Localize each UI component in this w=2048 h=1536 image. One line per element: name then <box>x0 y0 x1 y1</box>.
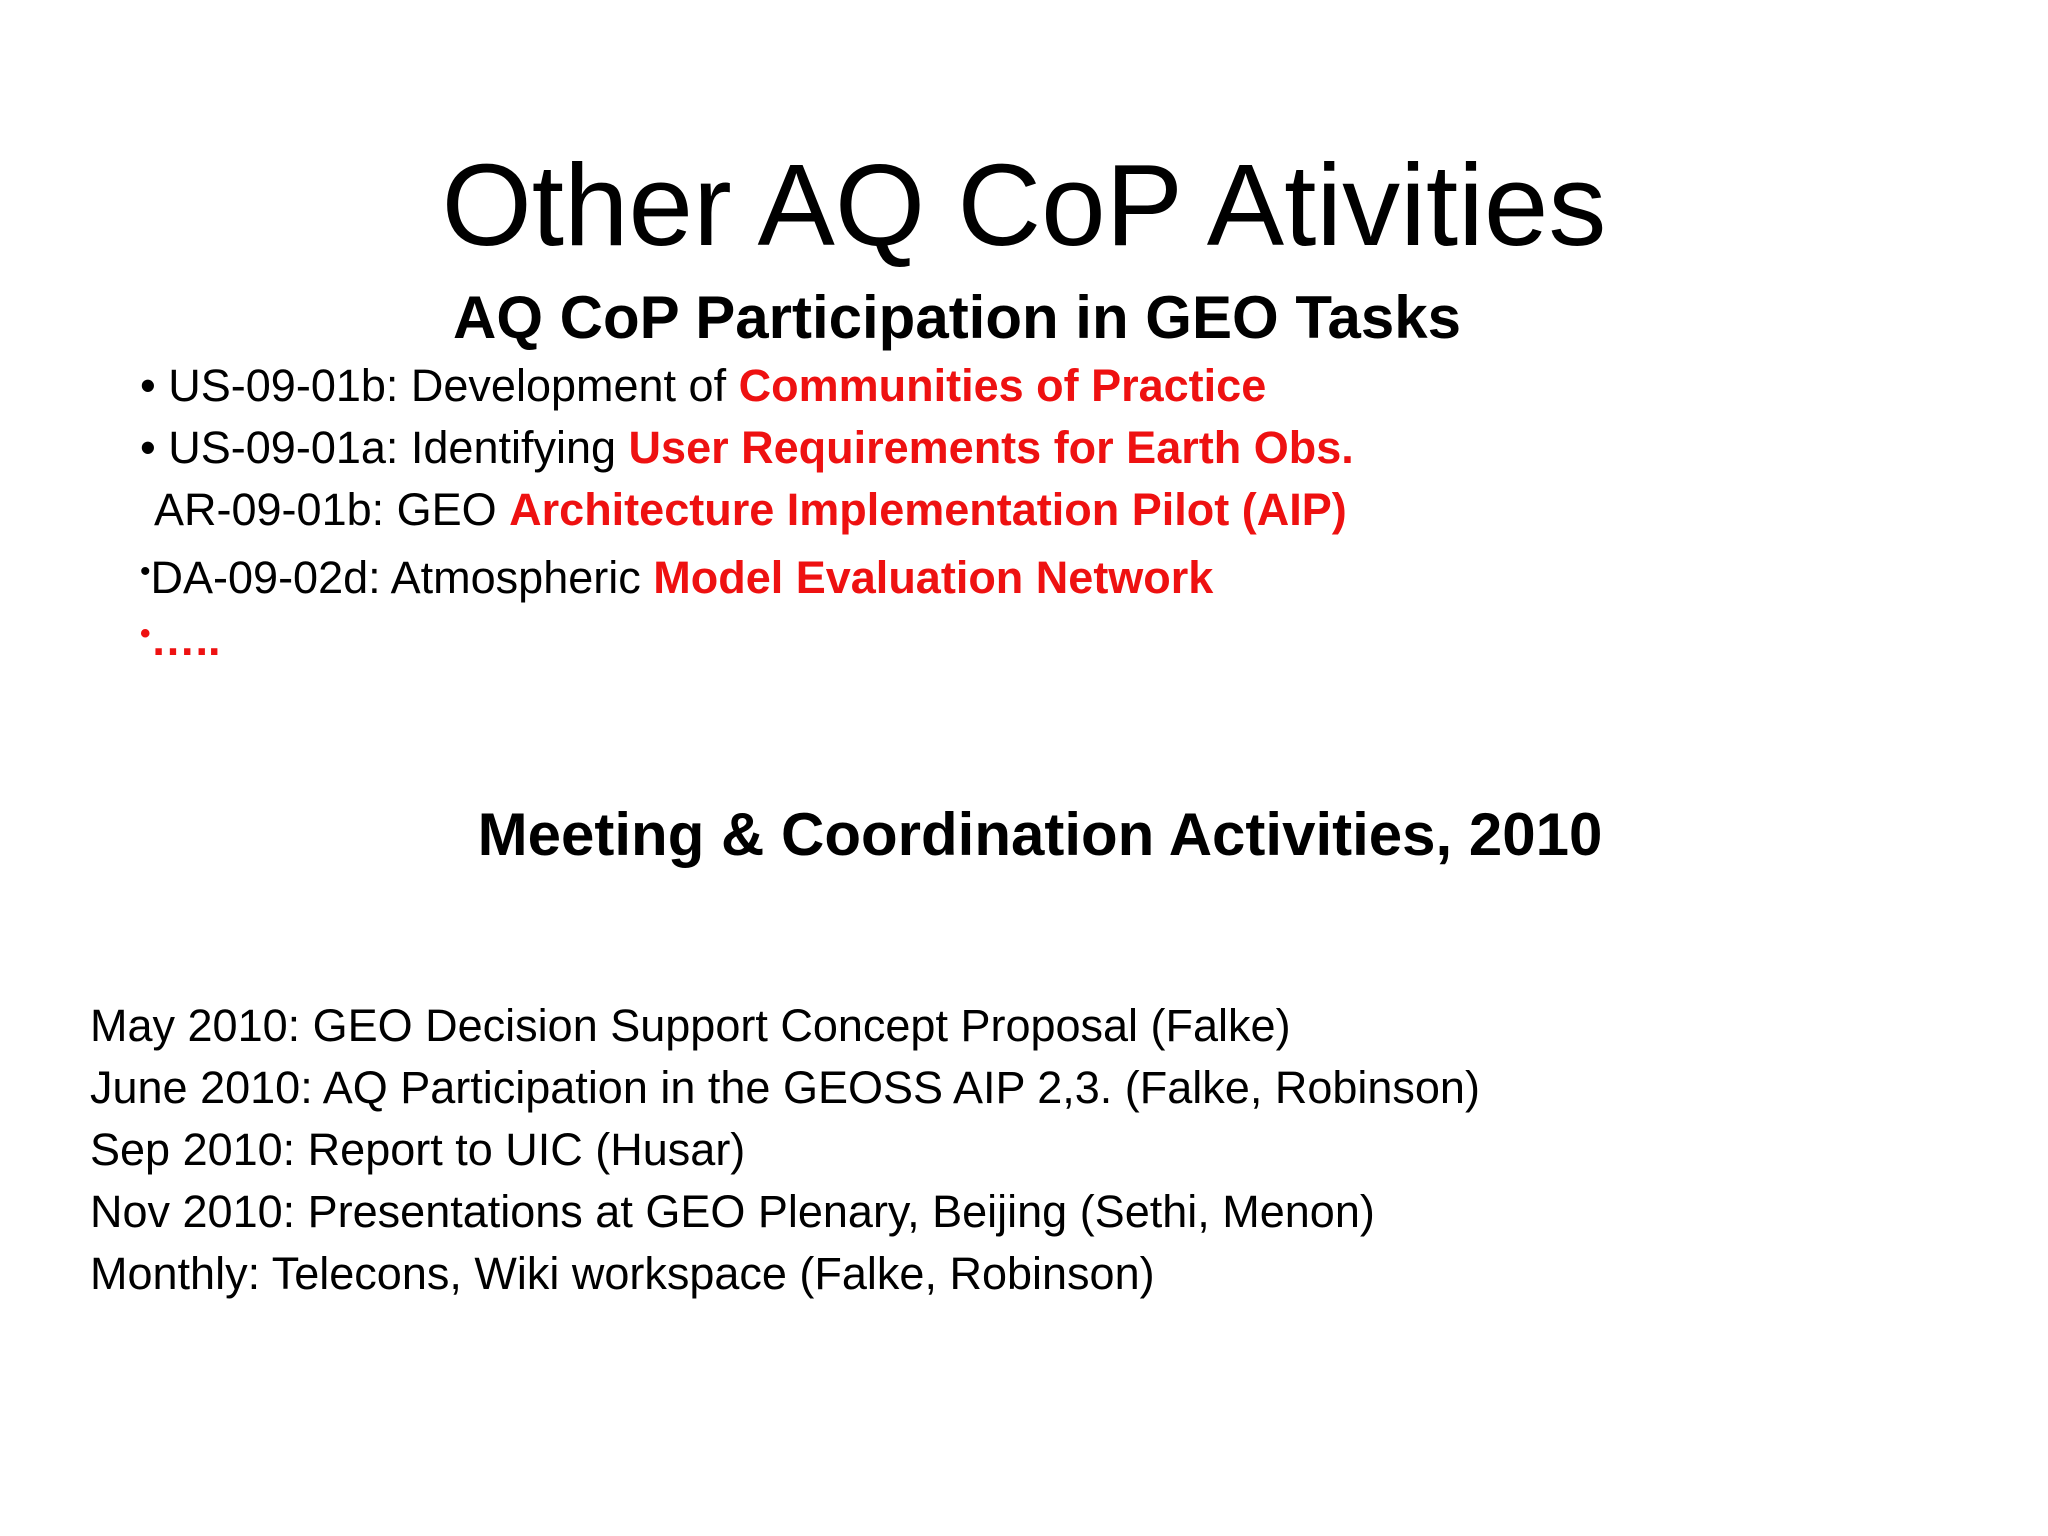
task-prefix: US-09-01a: Identifying <box>168 422 629 473</box>
task-item <box>140 479 1354 541</box>
meeting-item: May 2010: GEO Decision Support Concept Proposal (Falke) <box>90 1000 1291 1051</box>
task-prefix: AR-09-01b: GEO <box>154 484 510 535</box>
task-prefix: US-09-01b: Development of <box>168 360 739 411</box>
meeting-item: June 2010: AQ Participation in the GEOSS AIP 2,3. (Falke, Robinson) <box>90 1062 1480 1113</box>
task-item <box>140 355 1354 417</box>
meetings-list <box>90 995 1480 1305</box>
bullet-icon: • <box>140 555 151 588</box>
task-highlight: ….. <box>150 614 221 665</box>
task-highlight: User Requirements for Earth Obs. <box>628 422 1354 473</box>
task-highlight: Architecture Implementation Pilot (AIP) <box>509 484 1347 535</box>
bullet-icon: • <box>140 422 156 473</box>
task-item <box>140 541 1354 603</box>
task-item <box>140 417 1354 479</box>
slide-title: Other AQ CoP Ativities <box>441 140 1607 270</box>
meetings-heading: Meeting & Coordination Activities, 2010 <box>477 801 1603 868</box>
bullet-icon: • <box>140 360 156 411</box>
meeting-item: Nov 2010: Presentations at GEO Plenary, Beijing (Sethi, Menon) <box>90 1186 1375 1237</box>
task-prefix: DA-09-02d: Atmospheric <box>150 552 654 603</box>
tasks-list <box>140 355 1354 665</box>
task-item <box>140 603 1354 665</box>
tasks-subtitle: AQ CoP Participation in GEO Tasks <box>452 284 1462 351</box>
meeting-item: Monthly: Telecons, Wiki workspace (Falke, Robinson) <box>90 1248 1155 1299</box>
meeting-item: Sep 2010: Report to UIC (Husar) <box>90 1124 746 1175</box>
bullet-icon: • <box>140 617 151 650</box>
task-highlight: Model Evaluation Network <box>653 552 1214 603</box>
task-highlight: Communities of Practice <box>738 360 1267 411</box>
